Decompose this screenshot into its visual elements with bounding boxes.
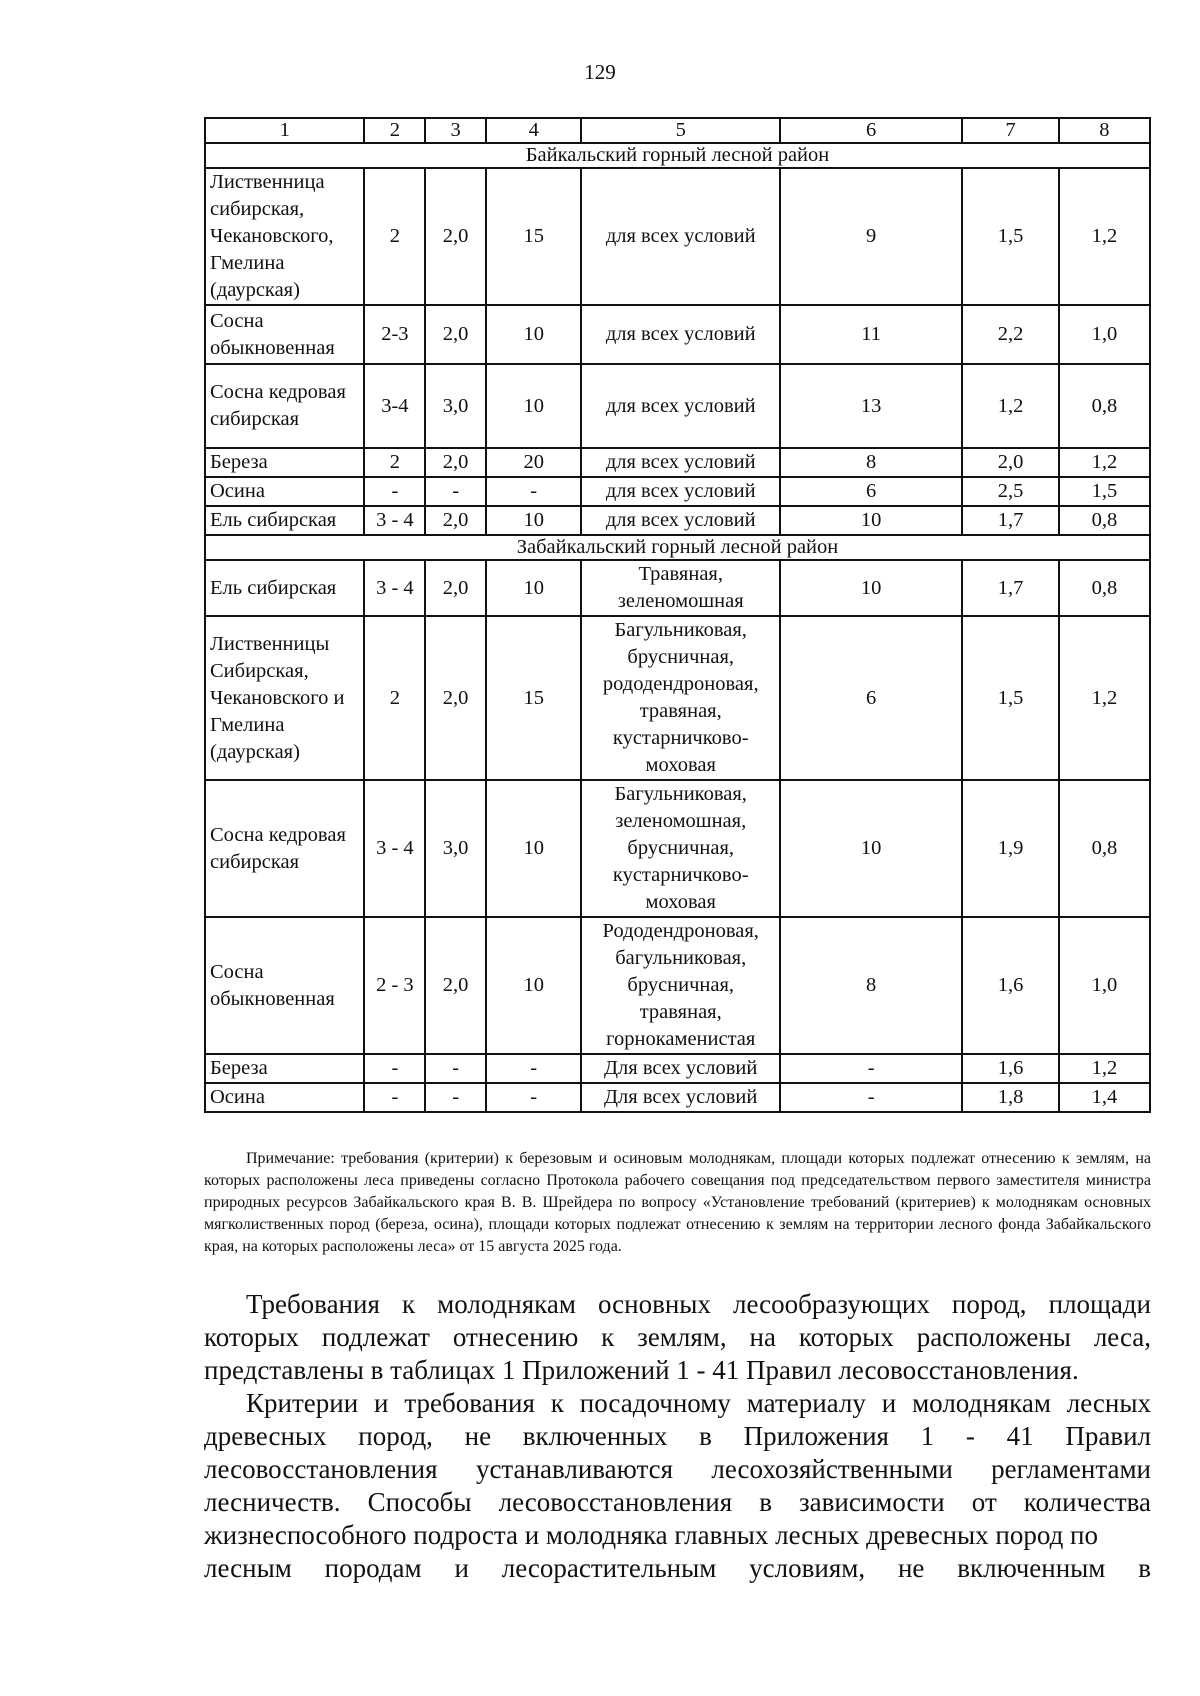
cell: 3,0 <box>425 364 486 448</box>
cell: 1,6 <box>962 1054 1059 1083</box>
table-row <box>205 1083 1150 1112</box>
cell: 1,2 <box>1059 1054 1150 1083</box>
cell: 1,0 <box>1059 917 1150 1054</box>
species-cell: Сосна кедровая сибирская <box>205 364 364 448</box>
cell: для всех условий <box>581 477 780 506</box>
table-row <box>205 917 1150 1054</box>
species-cell: Сосна обыкновенная <box>205 917 364 1054</box>
cell: - <box>425 1083 486 1112</box>
table-row <box>205 560 1150 616</box>
cell: 1,5 <box>1059 477 1150 506</box>
cell: 1,2 <box>962 364 1059 448</box>
cell: - <box>486 1054 581 1083</box>
cell: 3-4 <box>364 364 425 448</box>
cell: - <box>780 1054 962 1083</box>
region-row <box>205 535 1150 560</box>
table-row <box>205 506 1150 535</box>
species-cell: Ель сибирская <box>205 506 364 535</box>
cell: Багульниковая, брусничная, рододендроновая, травяная, кустарничково-моховая <box>581 616 780 780</box>
cell: 10 <box>486 364 581 448</box>
cell: 10 <box>486 780 581 917</box>
cell: 15 <box>486 616 581 780</box>
cell: 2,0 <box>962 448 1059 477</box>
cell: 10 <box>486 506 581 535</box>
table-row <box>205 364 1150 448</box>
column-header: 1 <box>205 118 364 143</box>
cell: 3 - 4 <box>364 506 425 535</box>
column-header: 3 <box>425 118 486 143</box>
cell: для всех условий <box>581 364 780 448</box>
cell: 8 <box>780 448 962 477</box>
species-cell: Осина <box>205 1083 364 1112</box>
cell: 10 <box>780 780 962 917</box>
cell: 10 <box>486 917 581 1054</box>
cell: - <box>486 1083 581 1112</box>
cell: 0,8 <box>1059 780 1150 917</box>
cell: 20 <box>486 448 581 477</box>
cell: Травяная, зеленомошная <box>581 560 780 616</box>
cell: 1,7 <box>962 560 1059 616</box>
cell: 2,0 <box>425 305 486 364</box>
cell: - <box>780 1083 962 1112</box>
table-row <box>205 477 1150 506</box>
cell: 2 - 3 <box>364 917 425 1054</box>
cell: 1,5 <box>962 616 1059 780</box>
cell: для всех условий <box>581 305 780 364</box>
cell: Для всех условий <box>581 1083 780 1112</box>
column-header: 2 <box>364 118 425 143</box>
cell: 1,6 <box>962 917 1059 1054</box>
page-number: 129 <box>584 60 616 84</box>
cell: - <box>425 477 486 506</box>
cell: 1,2 <box>1059 448 1150 477</box>
cell: 1,2 <box>1059 168 1150 305</box>
table-row <box>205 168 1150 305</box>
table-note <box>204 1148 1151 1258</box>
species-cell: Сосна кедровая сибирская <box>205 780 364 917</box>
cell: 6 <box>780 616 962 780</box>
cell: 10 <box>780 506 962 535</box>
region-title: Байкальский горный лесной район <box>205 143 1150 168</box>
cell: 1,4 <box>1059 1083 1150 1112</box>
species-cell: Береза <box>205 448 364 477</box>
cell: 10 <box>486 305 581 364</box>
body-text <box>204 1288 1151 1585</box>
cell: 10 <box>780 560 962 616</box>
cell: 2,2 <box>962 305 1059 364</box>
cell: 8 <box>780 917 962 1054</box>
cell: 11 <box>780 305 962 364</box>
species-cell: Лиственницы Сибирская, Чекановского и Гмелина (даурская) <box>205 616 364 780</box>
cell: 2,0 <box>425 506 486 535</box>
cell: 1,2 <box>1059 616 1150 780</box>
cell: 15 <box>486 168 581 305</box>
table-row <box>205 1054 1150 1083</box>
cell: 3 - 4 <box>364 560 425 616</box>
cell: Багульниковая, зеленомошная, брусничная, кустарничково-моховая <box>581 780 780 917</box>
column-header: 7 <box>962 118 1059 143</box>
cell: 9 <box>780 168 962 305</box>
table-row <box>205 780 1150 917</box>
column-header: 5 <box>581 118 780 143</box>
table-row <box>205 305 1150 364</box>
cell: для всех условий <box>581 506 780 535</box>
species-cell: Осина <box>205 477 364 506</box>
table-header-row <box>205 118 1150 143</box>
cell: 1,9 <box>962 780 1059 917</box>
cell: 2 <box>364 168 425 305</box>
column-header: 8 <box>1059 118 1150 143</box>
cell: 6 <box>780 477 962 506</box>
note-text: Примечание: требования (критерии) к березовым и осиновым молоднякам, площади которых подлежат отнесению к землям, на которых расположены леса приведены согласно Протокола рабочего совещания под председательством первого заместителя министра природных ресурсов Забайкальского края В. В. Шрейдера по вопросу «Установление требований (критериев) к молоднякам основных мягколиственных пород (береза, осина), площади которых подлежат отнесению к землям на территории лесного фонда Забайкальского края, на которых расположены леса» от 15 августа 2025 года. <box>204 1150 1151 1255</box>
cell: 1,5 <box>962 168 1059 305</box>
cell: 1,0 <box>1059 305 1150 364</box>
cell: 2,0 <box>425 448 486 477</box>
cell: - <box>364 1054 425 1083</box>
cell: - <box>425 1054 486 1083</box>
cell: Рододендроновая, багульниковая, брусничная, травяная, горнокаменистая <box>581 917 780 1054</box>
cell: Для всех условий <box>581 1054 780 1083</box>
cell: 13 <box>780 364 962 448</box>
species-cell: Береза <box>205 1054 364 1083</box>
cell: 0,8 <box>1059 364 1150 448</box>
cell: 3,0 <box>425 780 486 917</box>
cell: 2,0 <box>425 560 486 616</box>
cell: - <box>364 477 425 506</box>
cell: - <box>364 1083 425 1112</box>
species-cell: Ель сибирская <box>205 560 364 616</box>
cell: 2,5 <box>962 477 1059 506</box>
requirements-table <box>204 117 1151 1113</box>
cell: 1,8 <box>962 1083 1059 1112</box>
cell: 2 <box>364 448 425 477</box>
cell: 0,8 <box>1059 560 1150 616</box>
cell: 2,0 <box>425 168 486 305</box>
region-row <box>205 143 1150 168</box>
cell: для всех условий <box>581 448 780 477</box>
cell: 10 <box>486 560 581 616</box>
cell: 1,7 <box>962 506 1059 535</box>
table-row <box>205 616 1150 780</box>
cell: для всех условий <box>581 168 780 305</box>
table-row <box>205 448 1150 477</box>
column-header: 4 <box>486 118 581 143</box>
cell: - <box>486 477 581 506</box>
cell: 2 <box>364 616 425 780</box>
cell: 2,0 <box>425 616 486 780</box>
species-cell: Сосна обыкновенная <box>205 305 364 364</box>
paragraph-last-line: лесным породам и лесорастительным условиям, не включенным в <box>204 1553 1151 1583</box>
region-title: Забайкальский горный лесной район <box>205 535 1150 560</box>
column-header: 6 <box>780 118 962 143</box>
cell: 0,8 <box>1059 506 1150 535</box>
cell: 3 - 4 <box>364 780 425 917</box>
cell: 2-3 <box>364 305 425 364</box>
paragraph: Критерии и требования к посадочному материалу и молоднякам лесных древесных пород, не включенных в Приложения 1 - 41 Правил лесовосстановления устанавливаются лесохозяйственными регламентами лесничеств. Способы лесовосстановления в зависимости от количества жизнеспособного подроста и молодняка главных лесных древесных пород по <box>204 1388 1151 1550</box>
cell: 2,0 <box>425 917 486 1054</box>
species-cell: Лиственница сибирская, Чекановского, Гмелина (даурская) <box>205 168 364 305</box>
paragraph: Требования к молоднякам основных лесообразующих пород, площади которых подлежат отнесению к землям, на которых расположены леса, представлены в таблицах 1 Приложений 1 - 41 Правил лесовосстановления. <box>204 1289 1151 1385</box>
